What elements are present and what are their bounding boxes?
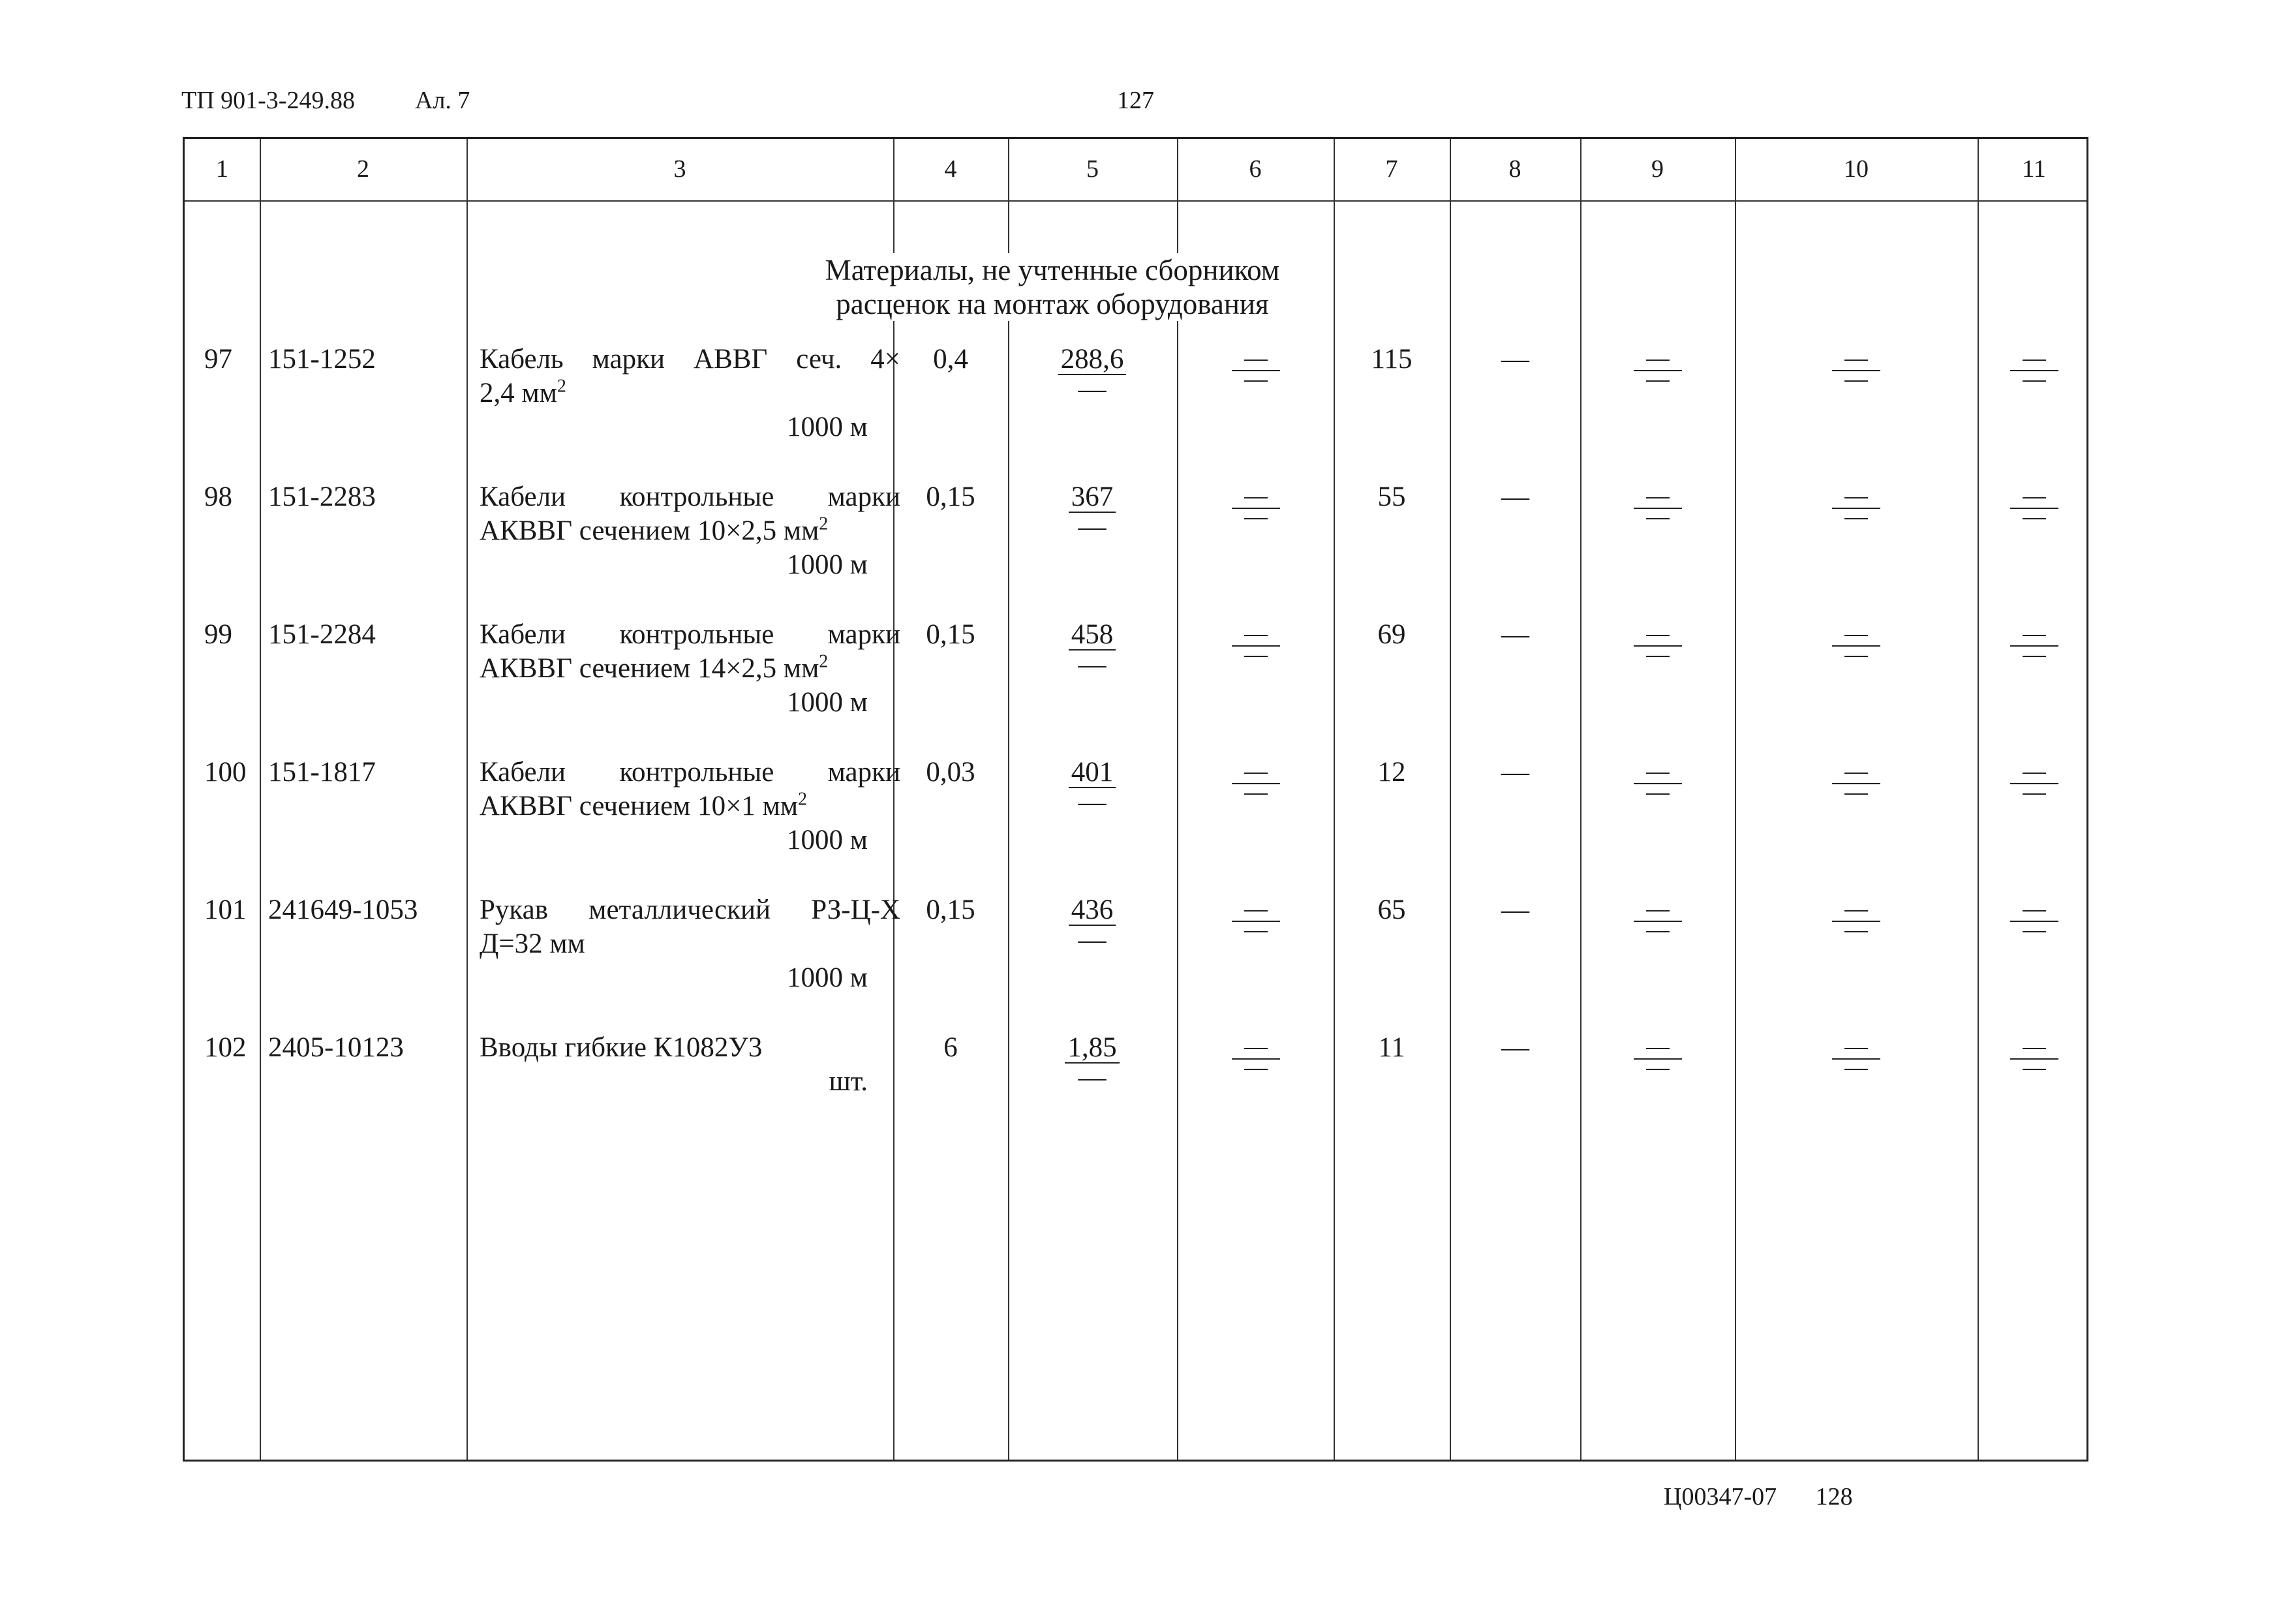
unit-of-measure: 1000 м	[787, 687, 868, 718]
superscript: 2	[557, 376, 566, 397]
dash-mark	[2023, 1048, 2046, 1049]
row-number: 98	[204, 482, 232, 512]
price-code: 2405-10123	[268, 1032, 404, 1063]
column-divider	[466, 139, 468, 1460]
dash-mark	[1244, 518, 1268, 519]
dash-mark	[1844, 497, 1868, 498]
total-value: 11	[1378, 1032, 1405, 1063]
empty-value	[1230, 497, 1282, 519]
dash-mark	[2023, 910, 2046, 912]
dash-mark	[1844, 793, 1868, 795]
dash-mark	[1844, 518, 1868, 519]
footer-code: Ц00347-07	[1664, 1483, 1777, 1510]
empty-dash: —	[1501, 895, 1529, 925]
price-code: 151-2284	[268, 619, 376, 650]
dash-mark	[1844, 635, 1868, 636]
row-number: 99	[204, 619, 232, 650]
unit-price	[1056, 896, 1128, 955]
empty-value	[1632, 497, 1684, 519]
empty-value	[1230, 360, 1282, 382]
dash-mark	[1244, 931, 1268, 932]
unit-of-measure: 1000 м	[787, 825, 868, 855]
spec-table	[183, 137, 2088, 1462]
column-divider	[1580, 139, 1581, 1460]
quantity: 0,03	[926, 757, 975, 788]
dash-mark	[1844, 931, 1868, 932]
description-line: Кабели контрольные марки	[480, 482, 900, 512]
section-title: Материалы, не учтенные сборником расценок на монтаж оборудования	[674, 253, 1431, 321]
empty-value	[1230, 773, 1282, 795]
dash-mark	[1244, 635, 1268, 636]
dash-mark	[1646, 380, 1670, 382]
dash-mark	[1646, 1069, 1670, 1070]
dash-mark	[2010, 1058, 2058, 1060]
empty-value	[1230, 1048, 1282, 1070]
price-code: 151-1252	[268, 344, 376, 375]
empty-value	[1632, 1048, 1684, 1070]
total-value: 55	[1377, 482, 1406, 512]
dash-mark	[1244, 656, 1268, 657]
empty-dash: —	[1501, 482, 1529, 512]
empty-value	[2008, 910, 2060, 932]
empty-value	[1830, 497, 1882, 519]
footer	[1664, 1482, 1886, 1511]
dash-mark	[2010, 370, 2058, 371]
dash-mark	[1844, 773, 1868, 774]
unit-price	[1056, 758, 1128, 817]
empty-value	[1830, 360, 1882, 382]
dash-mark	[2023, 360, 2046, 361]
column-divider	[1735, 139, 1736, 1460]
dash-mark	[2010, 508, 2058, 509]
empty-value	[2008, 497, 2060, 519]
price-code: 151-2283	[268, 482, 376, 512]
quantity: 0,15	[926, 482, 975, 512]
dash-mark	[1844, 380, 1868, 382]
dash-mark	[1244, 497, 1268, 498]
description-line: Рукав металлический РЗ-Ц-Х	[480, 895, 900, 925]
unit-price	[1056, 483, 1128, 542]
dash-mark	[2023, 497, 2046, 498]
dash-mark	[1232, 1058, 1280, 1060]
column-number: 10	[1844, 155, 1869, 183]
dash-mark	[1646, 656, 1670, 657]
row-number: 102	[204, 1032, 247, 1063]
dash-mark	[1646, 360, 1670, 361]
dash-mark	[1634, 921, 1682, 922]
dash-mark	[1832, 370, 1880, 371]
sheet-label: Ал. 7	[415, 87, 470, 114]
unit-price	[1056, 345, 1128, 404]
superscript: 2	[819, 651, 829, 672]
dash-mark	[2010, 783, 2058, 784]
total-value: 65	[1377, 895, 1406, 925]
dash-mark	[2023, 1069, 2046, 1070]
column-number: 4	[944, 155, 957, 183]
unit-of-measure: 1000 м	[787, 962, 868, 993]
description-text: АКВВГ сечением 10×1 мм	[480, 791, 799, 821]
dash-mark	[1244, 793, 1268, 795]
dash-mark	[1832, 645, 1880, 647]
quantity: 0,4	[933, 344, 968, 375]
dash-mark	[2023, 518, 2046, 519]
dash-mark	[1646, 773, 1670, 774]
description-line	[480, 514, 900, 548]
description-text: Д=32 мм	[480, 928, 585, 959]
price-numerator: 436	[1069, 896, 1116, 926]
dash-mark	[1844, 1069, 1868, 1070]
dash-mark	[2023, 793, 2046, 795]
empty-value	[1830, 635, 1882, 657]
dash-mark	[1244, 360, 1268, 361]
column-divider	[1334, 139, 1335, 1460]
dash-mark	[1844, 360, 1868, 361]
price-denominator: —	[1078, 787, 1107, 818]
unit-price	[1056, 1034, 1128, 1092]
empty-dash: —	[1501, 619, 1529, 650]
column-number: 2	[357, 155, 369, 183]
price-denominator: —	[1078, 512, 1107, 542]
price-denominator: —	[1078, 649, 1107, 680]
price-denominator: —	[1078, 925, 1107, 955]
total-value: 115	[1371, 344, 1413, 375]
empty-dash: —	[1501, 344, 1529, 375]
dash-mark	[1646, 1048, 1670, 1049]
dash-mark	[1244, 1048, 1268, 1049]
dash-mark	[1634, 783, 1682, 784]
column-number: 8	[1508, 155, 1521, 183]
dash-mark	[1232, 370, 1280, 371]
description-line: Кабель марки АВВГ сеч. 4×	[480, 344, 900, 375]
price-numerator: 401	[1069, 758, 1116, 788]
footer-page: 128	[1815, 1483, 1853, 1510]
dash-mark	[1844, 1048, 1868, 1049]
unit-price	[1056, 620, 1128, 679]
dash-mark	[1646, 497, 1670, 498]
empty-value	[1230, 635, 1282, 657]
dash-mark	[1844, 656, 1868, 657]
dash-mark	[1244, 1069, 1268, 1070]
superscript: 2	[798, 789, 808, 810]
header-divider	[185, 200, 2086, 202]
dash-mark	[1646, 793, 1670, 795]
price-numerator: 458	[1069, 620, 1116, 651]
description-line	[480, 376, 900, 410]
row-number: 101	[204, 895, 247, 925]
unit-of-measure: 1000 м	[787, 412, 868, 442]
dash-mark	[1244, 773, 1268, 774]
price-numerator: 288,6	[1058, 345, 1127, 375]
dash-mark	[2010, 921, 2058, 922]
dash-mark	[1634, 645, 1682, 647]
description-line	[480, 789, 900, 823]
dash-mark	[2023, 656, 2046, 657]
dash-mark	[1832, 921, 1880, 922]
empty-dash: —	[1501, 1032, 1529, 1063]
dash-mark	[1646, 635, 1670, 636]
column-number: 5	[1086, 155, 1099, 183]
column-number: 1	[216, 155, 228, 183]
dash-mark	[1244, 380, 1268, 382]
empty-value	[1830, 910, 1882, 932]
empty-value	[1632, 360, 1684, 382]
dash-mark	[1232, 921, 1280, 922]
description-text: 2,4 мм	[480, 378, 557, 408]
empty-value	[1830, 1048, 1882, 1070]
empty-value	[2008, 1048, 2060, 1070]
unit-of-measure: 1000 м	[787, 549, 868, 580]
dash-mark	[2023, 635, 2046, 636]
dash-mark	[1646, 931, 1670, 932]
column-divider	[1450, 139, 1451, 1460]
price-numerator: 367	[1069, 483, 1116, 513]
empty-value	[1632, 910, 1684, 932]
unit-of-measure: шт.	[829, 1066, 868, 1097]
description-line	[480, 927, 900, 961]
dash-mark	[1646, 910, 1670, 912]
item-description	[480, 893, 900, 995]
price-denominator: —	[1078, 1062, 1107, 1093]
column-divider	[1978, 139, 1979, 1460]
quantity: 0,15	[926, 895, 975, 925]
dash-mark	[1832, 508, 1880, 509]
item-description	[480, 618, 900, 720]
dash-mark	[1634, 508, 1682, 509]
column-divider	[260, 139, 261, 1460]
dash-mark	[1832, 783, 1880, 784]
price-code: 151-1817	[268, 757, 376, 788]
dash-mark	[1232, 783, 1280, 784]
dash-mark	[1634, 1058, 1682, 1060]
column-number: 7	[1385, 155, 1398, 183]
column-divider	[1177, 139, 1178, 1460]
item-description	[480, 756, 900, 857]
dash-mark	[2023, 931, 2046, 932]
dash-mark	[2023, 773, 2046, 774]
dash-mark	[2010, 645, 2058, 647]
description-line: Вводы гибкие К1082У3	[480, 1032, 763, 1063]
column-number: 6	[1249, 155, 1262, 183]
price-denominator: —	[1078, 374, 1107, 405]
quantity: 6	[943, 1032, 958, 1063]
empty-value	[2008, 773, 2060, 795]
item-description	[480, 480, 900, 582]
description-line	[480, 652, 900, 686]
dash-mark	[2023, 380, 2046, 382]
empty-value	[1830, 773, 1882, 795]
empty-value	[1230, 910, 1282, 932]
description-line: Кабели контрольные марки	[480, 619, 900, 650]
dash-mark	[1244, 910, 1268, 912]
column-number: 9	[1651, 155, 1664, 183]
description-line: Кабели контрольные марки	[480, 757, 900, 788]
empty-dash: —	[1501, 757, 1529, 788]
empty-value	[1632, 773, 1684, 795]
quantity: 0,15	[926, 619, 975, 650]
dash-mark	[1232, 645, 1280, 647]
column-divider	[1008, 139, 1009, 1460]
dash-mark	[1634, 370, 1682, 371]
dash-mark	[1646, 518, 1670, 519]
dash-mark	[1844, 910, 1868, 912]
column-number: 11	[2022, 155, 2046, 183]
price-numerator: 1,85	[1065, 1034, 1119, 1064]
row-number: 97	[204, 344, 232, 375]
dash-mark	[1232, 508, 1280, 509]
total-value: 69	[1377, 619, 1406, 650]
document-code: ТП 901-3-249.88	[181, 87, 355, 114]
description-text: АКВВГ сечением 14×2,5 мм	[480, 653, 819, 684]
item-description	[480, 343, 900, 444]
dash-mark	[1832, 1058, 1880, 1060]
page-number: 127	[1117, 87, 1154, 114]
price-code: 241649-1053	[268, 895, 418, 925]
empty-value	[2008, 360, 2060, 382]
superscript: 2	[819, 513, 829, 534]
column-number: 3	[673, 155, 686, 183]
empty-value	[2008, 635, 2060, 657]
description-text: АКВВГ сечением 10×2,5 мм	[480, 515, 819, 546]
total-value: 12	[1377, 757, 1406, 788]
item-description	[480, 1031, 900, 1099]
row-number: 100	[204, 757, 247, 788]
empty-value	[1632, 635, 1684, 657]
